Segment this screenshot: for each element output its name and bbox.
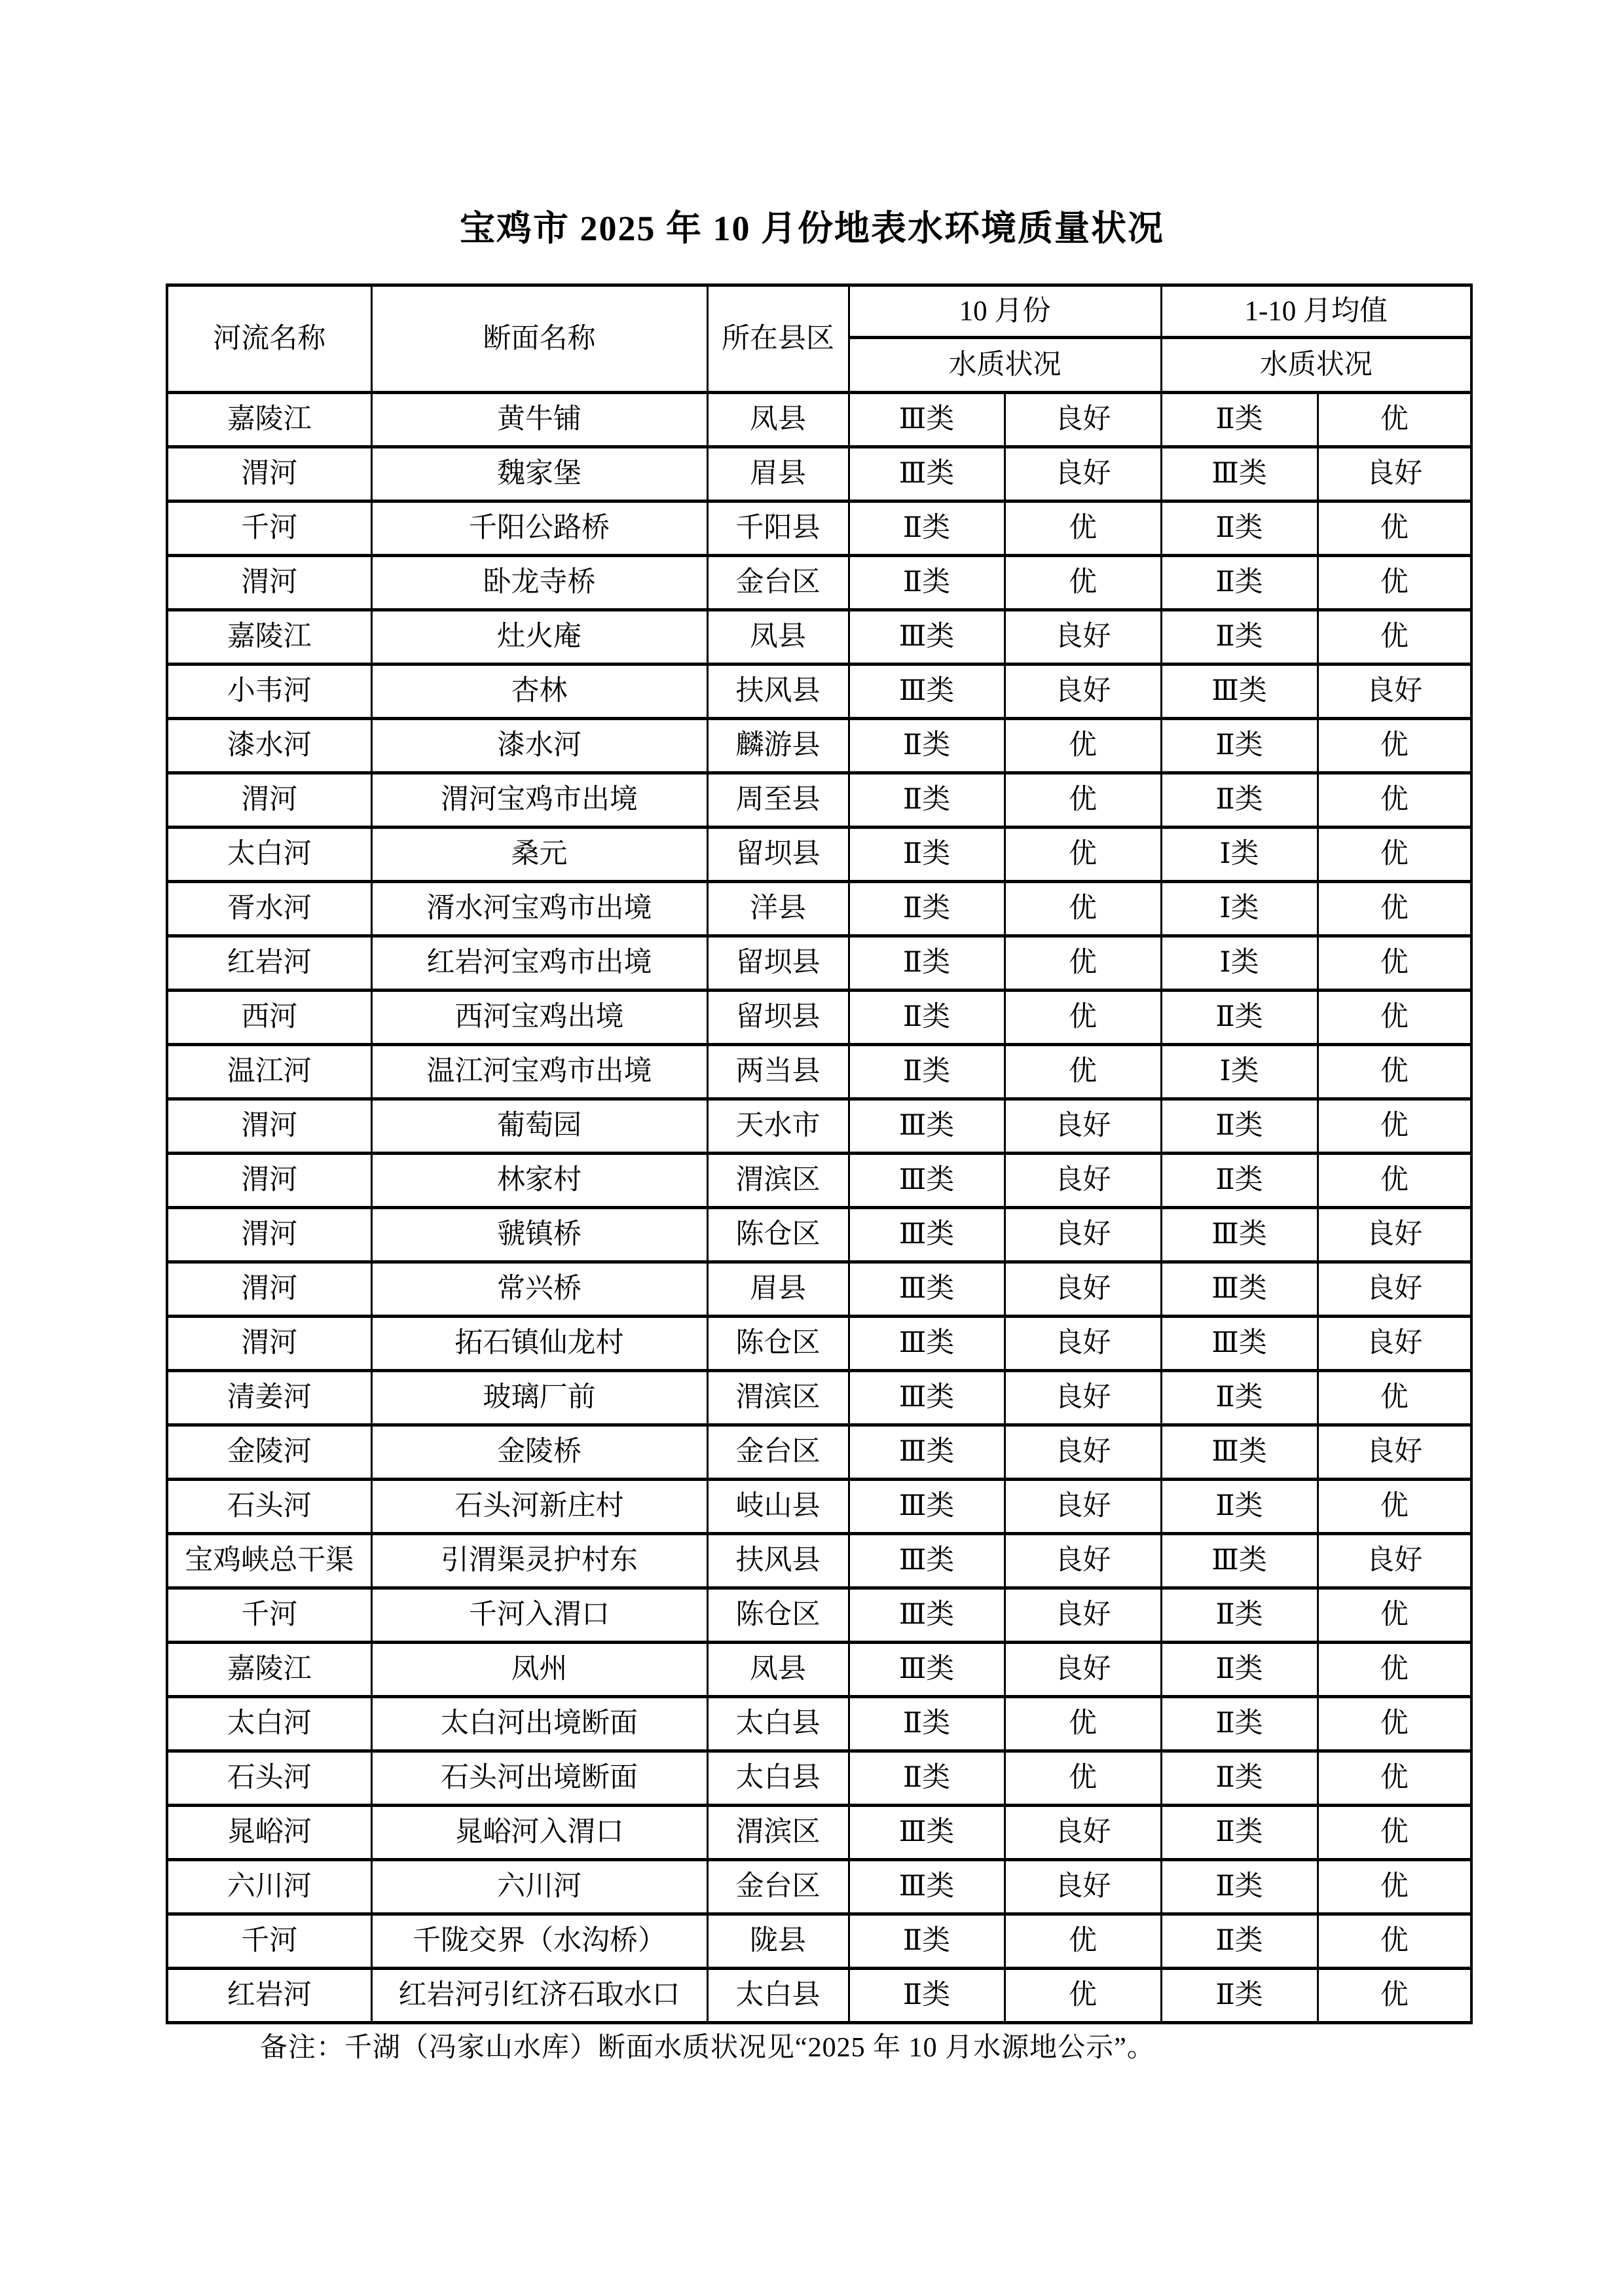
cell-october-class: Ⅲ类 xyxy=(849,1806,1005,1860)
cell-october-status: 良好 xyxy=(1005,1860,1161,1914)
cell-october-class: Ⅱ类 xyxy=(849,1751,1005,1806)
cell-section-name: 拓石镇仙龙村 xyxy=(371,1317,707,1371)
table-header xyxy=(167,285,1471,393)
cell-october-class: Ⅲ类 xyxy=(849,1425,1005,1480)
water-quality-table xyxy=(166,283,1473,2024)
cell-average-status: 优 xyxy=(1318,1806,1471,1860)
cell-october-status: 良好 xyxy=(1005,665,1161,719)
cell-county: 太白县 xyxy=(707,1697,849,1751)
cell-average-class: Ⅰ类 xyxy=(1161,936,1318,991)
cell-average-status: 良好 xyxy=(1318,447,1471,501)
cell-average-class: Ⅱ类 xyxy=(1161,1643,1318,1697)
cell-average-status: 优 xyxy=(1318,1045,1471,1099)
table-row xyxy=(167,393,1471,447)
cell-average-class: Ⅱ类 xyxy=(1161,1371,1318,1425)
cell-section-name: 常兴桥 xyxy=(371,1262,707,1317)
cell-section-name: 玻璃厂前 xyxy=(371,1371,707,1425)
cell-section-name: 引渭渠灵护村东 xyxy=(371,1534,707,1588)
cell-county: 留坝县 xyxy=(707,991,849,1045)
cell-county: 太白县 xyxy=(707,1969,849,2023)
note-text: 备注：千湖（冯家山水库）断面水质状况见“2025 年 10 月水源地公示”。 xyxy=(260,2033,1155,2063)
cell-average-status: 优 xyxy=(1318,610,1471,665)
page-title: 宝鸡市 2025 年 10 月份地表水环境质量状况 xyxy=(460,209,1164,248)
cell-county: 陇县 xyxy=(707,1914,849,1969)
cell-average-class: Ⅰ类 xyxy=(1161,828,1318,882)
header-county: 所在县区 xyxy=(707,285,849,393)
table-row xyxy=(167,1262,1471,1317)
cell-october-class: Ⅲ类 xyxy=(849,1588,1005,1643)
cell-october-class: Ⅱ类 xyxy=(849,828,1005,882)
table-row xyxy=(167,1914,1471,1969)
cell-average-status: 良好 xyxy=(1318,1425,1471,1480)
header-section: 断面名称 xyxy=(371,285,707,393)
cell-average-class: Ⅲ类 xyxy=(1161,1317,1318,1371)
cell-county: 留坝县 xyxy=(707,936,849,991)
cell-county: 岐山县 xyxy=(707,1480,849,1534)
cell-average-status: 优 xyxy=(1318,936,1471,991)
cell-river-name: 西河 xyxy=(167,991,371,1045)
cell-average-class: Ⅱ类 xyxy=(1161,1588,1318,1643)
cell-section-name: 黄牛铺 xyxy=(371,393,707,447)
cell-river-name: 渭河 xyxy=(167,447,371,501)
cell-average-class: Ⅱ类 xyxy=(1161,719,1318,773)
cell-county: 留坝县 xyxy=(707,828,849,882)
cell-october-status: 优 xyxy=(1005,556,1161,610)
table-row xyxy=(167,501,1471,556)
cell-river-name: 嘉陵江 xyxy=(167,1643,371,1697)
cell-average-class: Ⅱ类 xyxy=(1161,1154,1318,1208)
cell-october-status: 良好 xyxy=(1005,1480,1161,1534)
cell-october-class: Ⅲ类 xyxy=(849,1534,1005,1588)
cell-october-class: Ⅲ类 xyxy=(849,1317,1005,1371)
cell-october-status: 优 xyxy=(1005,773,1161,828)
cell-river-name: 石头河 xyxy=(167,1751,371,1806)
cell-average-class: Ⅱ类 xyxy=(1161,1480,1318,1534)
cell-october-class: Ⅲ类 xyxy=(849,1262,1005,1317)
cell-october-status: 优 xyxy=(1005,1914,1161,1969)
cell-october-status: 良好 xyxy=(1005,1099,1161,1154)
cell-average-status: 优 xyxy=(1318,1860,1471,1914)
cell-october-class: Ⅱ类 xyxy=(849,773,1005,828)
cell-county: 渭滨区 xyxy=(707,1371,849,1425)
cell-section-name: 葡萄园 xyxy=(371,1099,707,1154)
cell-october-status: 优 xyxy=(1005,828,1161,882)
cell-average-class: Ⅱ类 xyxy=(1161,393,1318,447)
cell-average-status: 优 xyxy=(1318,1914,1471,1969)
cell-average-status: 良好 xyxy=(1318,1317,1471,1371)
cell-section-name: 渭河宝鸡市出境 xyxy=(371,773,707,828)
cell-october-status: 优 xyxy=(1005,1045,1161,1099)
cell-october-class: Ⅱ类 xyxy=(849,1697,1005,1751)
cell-county: 渭滨区 xyxy=(707,1806,849,1860)
table-row xyxy=(167,610,1471,665)
cell-october-class: Ⅲ类 xyxy=(849,1371,1005,1425)
cell-river-name: 千河 xyxy=(167,1914,371,1969)
cell-average-class: Ⅱ类 xyxy=(1161,1969,1318,2023)
cell-october-class: Ⅱ类 xyxy=(849,1045,1005,1099)
cell-section-name: 红岩河宝鸡市出境 xyxy=(371,936,707,991)
cell-county: 洋县 xyxy=(707,882,849,936)
cell-october-status: 优 xyxy=(1005,1751,1161,1806)
cell-october-class: Ⅲ类 xyxy=(849,1480,1005,1534)
cell-section-name: 千陇交界（水沟桥） xyxy=(371,1914,707,1969)
cell-river-name: 千河 xyxy=(167,501,371,556)
cell-october-status: 良好 xyxy=(1005,1643,1161,1697)
cell-october-class: Ⅱ类 xyxy=(849,1969,1005,2023)
cell-average-class: Ⅲ类 xyxy=(1161,447,1318,501)
cell-average-status: 优 xyxy=(1318,1154,1471,1208)
table-row xyxy=(167,1208,1471,1262)
cell-average-status: 优 xyxy=(1318,1371,1471,1425)
cell-river-name: 红岩河 xyxy=(167,936,371,991)
table-row xyxy=(167,1697,1471,1751)
cell-october-status: 优 xyxy=(1005,501,1161,556)
cell-october-status: 良好 xyxy=(1005,1588,1161,1643)
cell-october-class: Ⅲ类 xyxy=(849,1860,1005,1914)
cell-october-status: 优 xyxy=(1005,719,1161,773)
cell-county: 千阳县 xyxy=(707,501,849,556)
table-row xyxy=(167,1154,1471,1208)
cell-section-name: 千河入渭口 xyxy=(371,1588,707,1643)
cell-average-status: 优 xyxy=(1318,1969,1471,2023)
cell-october-status: 良好 xyxy=(1005,1208,1161,1262)
cell-river-name: 渭河 xyxy=(167,1154,371,1208)
table-row xyxy=(167,991,1471,1045)
cell-river-name: 石头河 xyxy=(167,1480,371,1534)
cell-average-status: 优 xyxy=(1318,1099,1471,1154)
table-row xyxy=(167,1480,1471,1534)
cell-average-status: 优 xyxy=(1318,828,1471,882)
cell-average-status: 优 xyxy=(1318,1480,1471,1534)
cell-average-status: 良好 xyxy=(1318,1208,1471,1262)
cell-section-name: 卧龙寺桥 xyxy=(371,556,707,610)
cell-section-name: 西河宝鸡出境 xyxy=(371,991,707,1045)
table-body xyxy=(167,393,1471,2023)
cell-river-name: 六川河 xyxy=(167,1860,371,1914)
cell-county: 金台区 xyxy=(707,1860,849,1914)
cell-river-name: 渭河 xyxy=(167,1262,371,1317)
cell-average-class: Ⅱ类 xyxy=(1161,773,1318,828)
table-row xyxy=(167,1317,1471,1371)
cell-average-status: 良好 xyxy=(1318,665,1471,719)
cell-river-name: 渭河 xyxy=(167,1317,371,1371)
cell-october-class: Ⅲ类 xyxy=(849,1154,1005,1208)
table-row xyxy=(167,1643,1471,1697)
cell-river-name: 漆水河 xyxy=(167,719,371,773)
cell-section-name: 晁峪河入渭口 xyxy=(371,1806,707,1860)
cell-october-status: 良好 xyxy=(1005,610,1161,665)
cell-county: 陈仓区 xyxy=(707,1317,849,1371)
cell-river-name: 小韦河 xyxy=(167,665,371,719)
header-october-water-quality: 水质状况 xyxy=(849,338,1161,393)
cell-average-class: Ⅲ类 xyxy=(1161,1425,1318,1480)
cell-river-name: 渭河 xyxy=(167,773,371,828)
cell-average-class: Ⅰ类 xyxy=(1161,1045,1318,1099)
cell-average-class: Ⅱ类 xyxy=(1161,1806,1318,1860)
table-row xyxy=(167,1425,1471,1480)
cell-section-name: 湑水河宝鸡市出境 xyxy=(371,882,707,936)
cell-average-class: Ⅱ类 xyxy=(1161,610,1318,665)
table-row xyxy=(167,719,1471,773)
cell-section-name: 温江河宝鸡市出境 xyxy=(371,1045,707,1099)
cell-river-name: 红岩河 xyxy=(167,1969,371,2023)
cell-average-class: Ⅱ类 xyxy=(1161,556,1318,610)
table-row xyxy=(167,665,1471,719)
cell-county: 凤县 xyxy=(707,1643,849,1697)
cell-river-name: 晁峪河 xyxy=(167,1806,371,1860)
table-row xyxy=(167,1099,1471,1154)
cell-county: 凤县 xyxy=(707,393,849,447)
cell-county: 眉县 xyxy=(707,1262,849,1317)
cell-river-name: 太白河 xyxy=(167,828,371,882)
cell-october-class: Ⅲ类 xyxy=(849,1643,1005,1697)
cell-average-status: 优 xyxy=(1318,1751,1471,1806)
cell-october-status: 优 xyxy=(1005,1969,1161,2023)
cell-october-class: Ⅲ类 xyxy=(849,1099,1005,1154)
cell-county: 眉县 xyxy=(707,447,849,501)
cell-average-status: 优 xyxy=(1318,1643,1471,1697)
cell-average-class: Ⅲ类 xyxy=(1161,665,1318,719)
cell-average-class: Ⅲ类 xyxy=(1161,1534,1318,1588)
cell-county: 陈仓区 xyxy=(707,1208,849,1262)
cell-october-status: 良好 xyxy=(1005,447,1161,501)
cell-october-status: 良好 xyxy=(1005,393,1161,447)
cell-county: 麟游县 xyxy=(707,719,849,773)
cell-river-name: 渭河 xyxy=(167,556,371,610)
cell-county: 金台区 xyxy=(707,1425,849,1480)
cell-october-class: Ⅱ类 xyxy=(849,1914,1005,1969)
cell-october-class: Ⅱ类 xyxy=(849,882,1005,936)
cell-average-status: 优 xyxy=(1318,1588,1471,1643)
cell-average-class: Ⅲ类 xyxy=(1161,1208,1318,1262)
cell-october-class: Ⅱ类 xyxy=(849,936,1005,991)
cell-october-class: Ⅱ类 xyxy=(849,991,1005,1045)
cell-section-name: 太白河出境断面 xyxy=(371,1697,707,1751)
cell-section-name: 石头河新庄村 xyxy=(371,1480,707,1534)
table-row xyxy=(167,1969,1471,2023)
cell-average-class: Ⅱ类 xyxy=(1161,1099,1318,1154)
cell-river-name: 金陵河 xyxy=(167,1425,371,1480)
cell-river-name: 嘉陵江 xyxy=(167,610,371,665)
cell-october-status: 良好 xyxy=(1005,1534,1161,1588)
cell-section-name: 千阳公路桥 xyxy=(371,501,707,556)
cell-river-name: 清姜河 xyxy=(167,1371,371,1425)
cell-october-status: 良好 xyxy=(1005,1262,1161,1317)
cell-october-class: Ⅲ类 xyxy=(849,610,1005,665)
cell-river-name: 宝鸡峡总干渠 xyxy=(167,1534,371,1588)
cell-average-status: 优 xyxy=(1318,991,1471,1045)
cell-average-status: 优 xyxy=(1318,882,1471,936)
cell-section-name: 魏家堡 xyxy=(371,447,707,501)
cell-section-name: 六川河 xyxy=(371,1860,707,1914)
cell-section-name: 虢镇桥 xyxy=(371,1208,707,1262)
cell-river-name: 太白河 xyxy=(167,1697,371,1751)
cell-section-name: 凤州 xyxy=(371,1643,707,1697)
cell-average-class: Ⅱ类 xyxy=(1161,501,1318,556)
cell-october-status: 良好 xyxy=(1005,1154,1161,1208)
table-row xyxy=(167,882,1471,936)
cell-river-name: 渭河 xyxy=(167,1099,371,1154)
cell-october-status: 优 xyxy=(1005,991,1161,1045)
table-row xyxy=(167,556,1471,610)
cell-october-status: 优 xyxy=(1005,1697,1161,1751)
cell-section-name: 漆水河 xyxy=(371,719,707,773)
cell-average-status: 优 xyxy=(1318,719,1471,773)
cell-average-class: Ⅱ类 xyxy=(1161,1751,1318,1806)
cell-county: 凤县 xyxy=(707,610,849,665)
cell-county: 天水市 xyxy=(707,1099,849,1154)
cell-county: 渭滨区 xyxy=(707,1154,849,1208)
cell-october-status: 优 xyxy=(1005,936,1161,991)
cell-average-status: 优 xyxy=(1318,556,1471,610)
table-row xyxy=(167,1588,1471,1643)
table-row xyxy=(167,1534,1471,1588)
cell-section-name: 杏林 xyxy=(371,665,707,719)
cell-section-name: 灶火庵 xyxy=(371,610,707,665)
cell-section-name: 金陵桥 xyxy=(371,1425,707,1480)
cell-average-class: Ⅰ类 xyxy=(1161,882,1318,936)
cell-average-class: Ⅱ类 xyxy=(1161,1860,1318,1914)
cell-section-name: 林家村 xyxy=(371,1154,707,1208)
cell-october-class: Ⅱ类 xyxy=(849,719,1005,773)
cell-october-status: 良好 xyxy=(1005,1371,1161,1425)
cell-october-status: 良好 xyxy=(1005,1425,1161,1480)
cell-river-name: 温江河 xyxy=(167,1045,371,1099)
header-average-water-quality: 水质状况 xyxy=(1161,338,1471,393)
table-row xyxy=(167,936,1471,991)
cell-average-class: Ⅲ类 xyxy=(1161,1262,1318,1317)
cell-average-class: Ⅱ类 xyxy=(1161,1914,1318,1969)
cell-october-class: Ⅲ类 xyxy=(849,1208,1005,1262)
cell-river-name: 嘉陵江 xyxy=(167,393,371,447)
cell-average-status: 优 xyxy=(1318,393,1471,447)
cell-october-status: 优 xyxy=(1005,882,1161,936)
cell-county: 扶风县 xyxy=(707,1534,849,1588)
cell-average-status: 优 xyxy=(1318,1697,1471,1751)
cell-average-status: 优 xyxy=(1318,501,1471,556)
cell-section-name: 桑元 xyxy=(371,828,707,882)
cell-average-class: Ⅱ类 xyxy=(1161,991,1318,1045)
cell-county: 金台区 xyxy=(707,556,849,610)
cell-county: 陈仓区 xyxy=(707,1588,849,1643)
header-river: 河流名称 xyxy=(167,285,371,393)
cell-county: 扶风县 xyxy=(707,665,849,719)
cell-section-name: 石头河出境断面 xyxy=(371,1751,707,1806)
cell-average-status: 良好 xyxy=(1318,1534,1471,1588)
header-october: 10 月份 xyxy=(849,285,1161,338)
table-row xyxy=(167,1045,1471,1099)
cell-october-class: Ⅱ类 xyxy=(849,501,1005,556)
cell-average-class: Ⅱ类 xyxy=(1161,1697,1318,1751)
table-row xyxy=(167,828,1471,882)
table-row xyxy=(167,1806,1471,1860)
cell-october-class: Ⅲ类 xyxy=(849,447,1005,501)
cell-october-class: Ⅲ类 xyxy=(849,665,1005,719)
table-row xyxy=(167,1371,1471,1425)
cell-river-name: 胥水河 xyxy=(167,882,371,936)
cell-october-class: Ⅱ类 xyxy=(849,556,1005,610)
header-jan-oct-average: 1-10 月均值 xyxy=(1161,285,1471,338)
cell-average-status: 良好 xyxy=(1318,1262,1471,1317)
cell-section-name: 红岩河引红济石取水口 xyxy=(371,1969,707,2023)
cell-county: 太白县 xyxy=(707,1751,849,1806)
cell-county: 周至县 xyxy=(707,773,849,828)
cell-county: 两当县 xyxy=(707,1045,849,1099)
table-row xyxy=(167,447,1471,501)
cell-river-name: 渭河 xyxy=(167,1208,371,1262)
table-row xyxy=(167,1751,1471,1806)
table-row xyxy=(167,1860,1471,1914)
cell-october-status: 良好 xyxy=(1005,1806,1161,1860)
cell-average-status: 优 xyxy=(1318,773,1471,828)
table-row xyxy=(167,773,1471,828)
cell-october-status: 良好 xyxy=(1005,1317,1161,1371)
cell-october-class: Ⅲ类 xyxy=(849,393,1005,447)
cell-river-name: 千河 xyxy=(167,1588,371,1643)
